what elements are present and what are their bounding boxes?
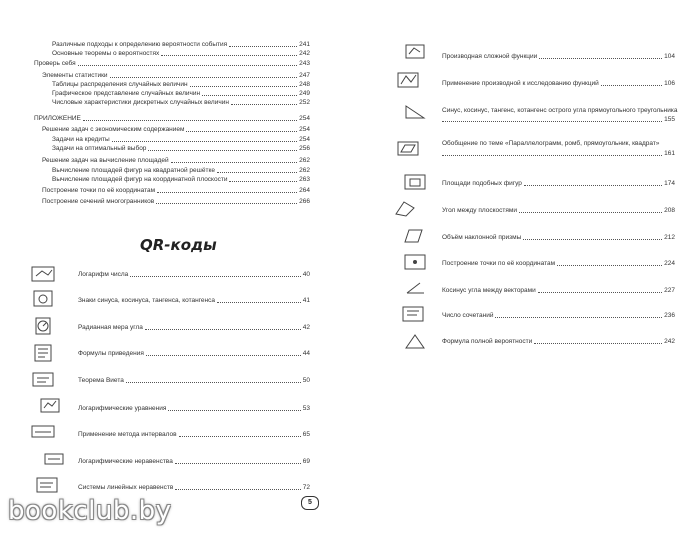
toc-line: Графическое представление случайных величин 249 [52, 90, 310, 97]
toc-line: Угол между плоскостями 208 [442, 207, 675, 214]
toc-line: Применение производной к исследованию функций 106 [442, 80, 675, 87]
qr-icon[interactable] [400, 304, 428, 324]
qr-icon[interactable] [38, 396, 66, 416]
toc-line: Формула полной вероятности 242 [442, 338, 675, 345]
qr-icon[interactable] [402, 172, 430, 192]
qr-icon[interactable] [395, 139, 423, 159]
toc-line: Производная сложной функции 104 [442, 53, 675, 60]
qr-section-heading: QR-коды [140, 236, 217, 254]
qr-icon[interactable] [30, 289, 58, 309]
page-number-badge: 5 [301, 496, 319, 510]
toc-line: Решение задач на вычисление площадей 262 [42, 157, 310, 164]
toc-line: 161 [442, 150, 675, 158]
qr-icon[interactable] [30, 264, 58, 284]
qr-icon[interactable] [392, 198, 420, 218]
qr-icon[interactable] [30, 370, 58, 390]
toc-line: Применение метода интервалов 65 [78, 431, 310, 438]
qr-icon[interactable] [34, 475, 62, 495]
toc-line: Задачи на кредиты 254 [52, 136, 310, 143]
toc-line: Теорема Виета 50 [78, 377, 310, 384]
watermark: bookclub.by [8, 496, 172, 526]
qr-icon[interactable] [402, 278, 430, 298]
qr-icon[interactable] [30, 422, 58, 442]
toc-line: Различные подходы к определению вероятности события 241 [52, 41, 310, 48]
toc-line: Вычисление площадей фигур на координатной плоскости 263 [52, 176, 310, 183]
toc-line: Синус, косинус, тангенс, котангенс острого угла прямоугольного треугольника [442, 107, 678, 114]
toc-line: 155 [442, 116, 675, 124]
qr-icon[interactable] [402, 102, 430, 122]
toc-line: Построение сечений многогранников 266 [42, 198, 310, 205]
toc-line: Площади подобных фигур 174 [442, 180, 675, 187]
toc-line: Логарифм числа 40 [78, 271, 310, 278]
toc-line: Радианная мера угла 42 [78, 324, 310, 331]
toc-line: Обобщение по теме «Параллелограмм, ромб, прямоугольник, квадрат» [442, 140, 660, 147]
toc-line: Логарифмические неравенства 69 [78, 458, 310, 465]
toc-line: Знаки синуса, косинуса, тангенса, котангенса 41 [78, 297, 310, 304]
toc-line: Задачи на оптимальный выбор 256 [52, 145, 310, 152]
toc-line: Вычисление площадей фигур на квадратной решётке 262 [52, 167, 310, 174]
toc-line: Проверь себя 243 [34, 60, 310, 67]
toc-line: Формулы приведения 44 [78, 350, 310, 357]
toc-line: Объём наклонной призмы 212 [442, 234, 675, 241]
toc-line: Решение задач с экономическим содержанием 254 [42, 126, 310, 133]
toc-line: Основные теоремы о вероятностях 242 [52, 50, 310, 57]
toc-line: Числовые характеристики дискретных случайных величин 252 [52, 99, 310, 106]
qr-icon[interactable] [400, 226, 428, 246]
toc-line: Системы линейных неравенств 72 [78, 484, 310, 491]
qr-icon[interactable] [30, 316, 58, 336]
toc-line: Элементы статистики 247 [42, 72, 310, 79]
toc-line: Логарифмические уравнения 53 [78, 405, 310, 412]
qr-icon[interactable] [42, 448, 70, 468]
toc-line: Построение точки по её координатам 264 [42, 187, 310, 194]
toc-line: Таблицы распределения случайных величин 248 [52, 81, 310, 88]
qr-icon[interactable] [402, 252, 430, 272]
toc-line: Построение точки по её координатам 224 [442, 260, 675, 267]
qr-icon[interactable] [395, 70, 423, 90]
qr-icon[interactable] [402, 42, 430, 62]
qr-icon[interactable] [402, 332, 430, 352]
toc-line: Число сочетаний 236 [442, 312, 675, 319]
toc-line: Косинус угла между векторами 227 [442, 287, 675, 294]
toc-line: ПРИЛОЖЕНИЕ 254 [34, 115, 310, 122]
qr-icon[interactable] [30, 343, 58, 363]
